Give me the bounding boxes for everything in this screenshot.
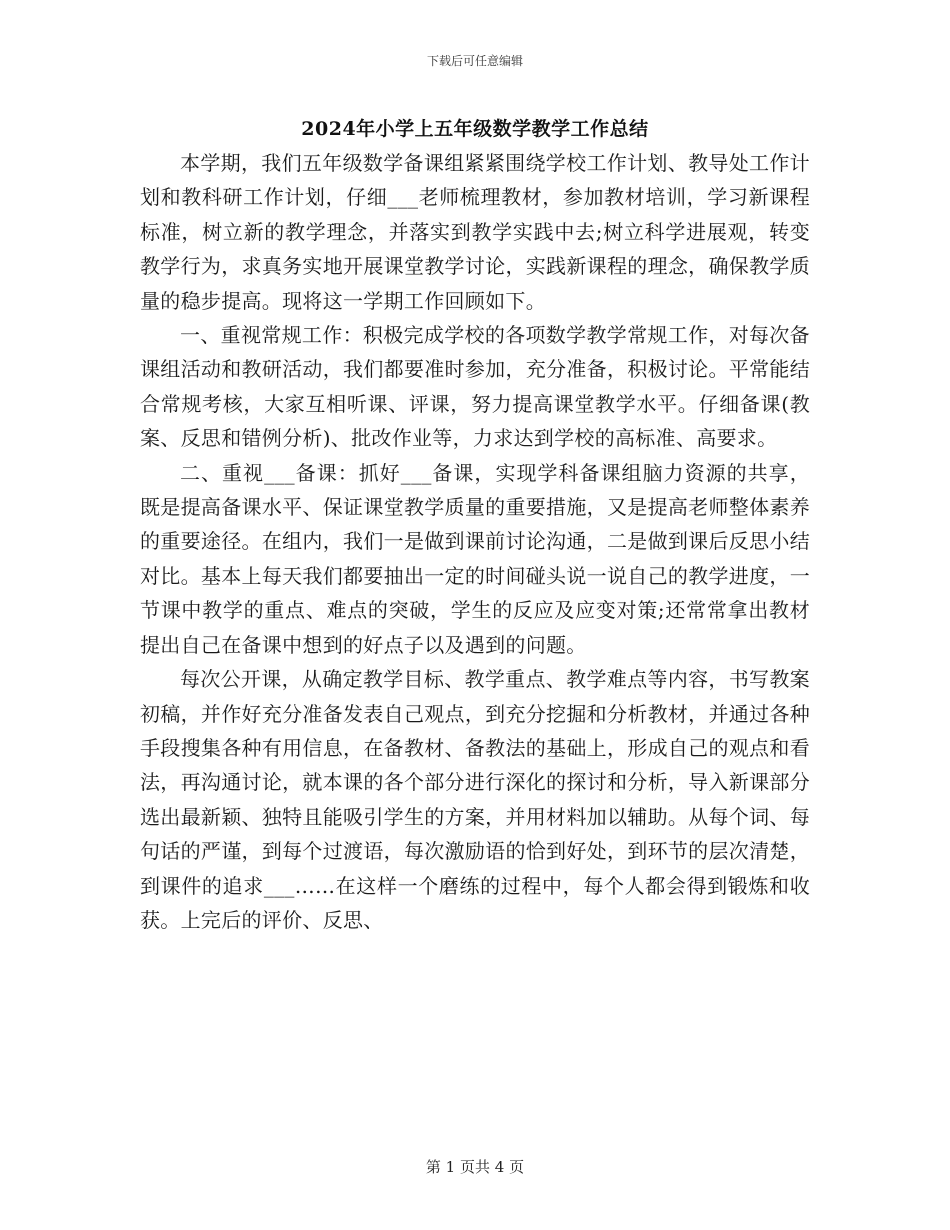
document-title: 2024年小学上五年级数学教学工作总结 [301,118,649,140]
paragraph-section-1: 一、重视常规工作：积极完成学校的各项数学教学常规工作，对每次备课组活动和教研活动，我们都要准时参加，充分准备，积极讨论。平常能结合常规考核，大家互相听课、评课，努力提高课堂教学水平。仔细备课(教案、反思和错例分析)、批改作业等，力求达到学校的高标准、高要求。 [140,323,810,451]
paragraph-intro: 本学期，我们五年级数学备课组紧紧围绕学校工作计划、教导处工作计划和教科研工作计划，仔细___老师梳理教材，参加教材培训，学习新课程标准，树立新的教学理念，并落实到教学实践中去;树立科学进展观，转变教学行为，求真务实地开展课堂教学讨论，实践新课程的理念，确保教学质量的稳步提高。现将这一学期工作回顾如下。 [140,151,810,313]
document-body [140,146,810,937]
paragraph-section-2: 二、重视___备课：抓好___备课，实现学科备课组脑力资源的共享，既是提高备课水平、保证课堂教学质量的重要措施，又是提高老师整体素养的重要途径。在组内，我们一是做到课前讨论沟通，二是做到课后反思小结对比。基本上每天我们都要抽出一定的时间碰头说一说自己的教学进度，一节课中教学的重点、难点的突破，学生的反应及应变对策;还常常拿出教材提出自己在备课中想到的好点子以及遇到的问题。 [140,460,810,657]
paragraph-public-class: 每次公开课，从确定教学目标、教学重点、教学难点等内容，书写教案初稿，并作好充分准备发表自己观点，到充分挖掘和分析教材，并通过各种手段搜集各种有用信息，在备教材、备教法的基础上，形成自己的观点和看法，再沟通讨论，就本课的各个部分进行深化的探讨和分析，导入新课部分选出最新颖、独特且能吸引学生的方案，并用材料加以辅助。从每个词、每句话的严谨，到每个过渡语，每次激励语的恰到好处，到环节的层次清楚，到课件的追求___……在这样一个磨练的过程中，每个人都会得到锻炼和收获。上完后的评价、反思、 [140,667,810,932]
header-note: 下载后可任意编辑 [426,54,523,68]
page-number: 第 1 页共 4 页 [425,1158,525,1176]
